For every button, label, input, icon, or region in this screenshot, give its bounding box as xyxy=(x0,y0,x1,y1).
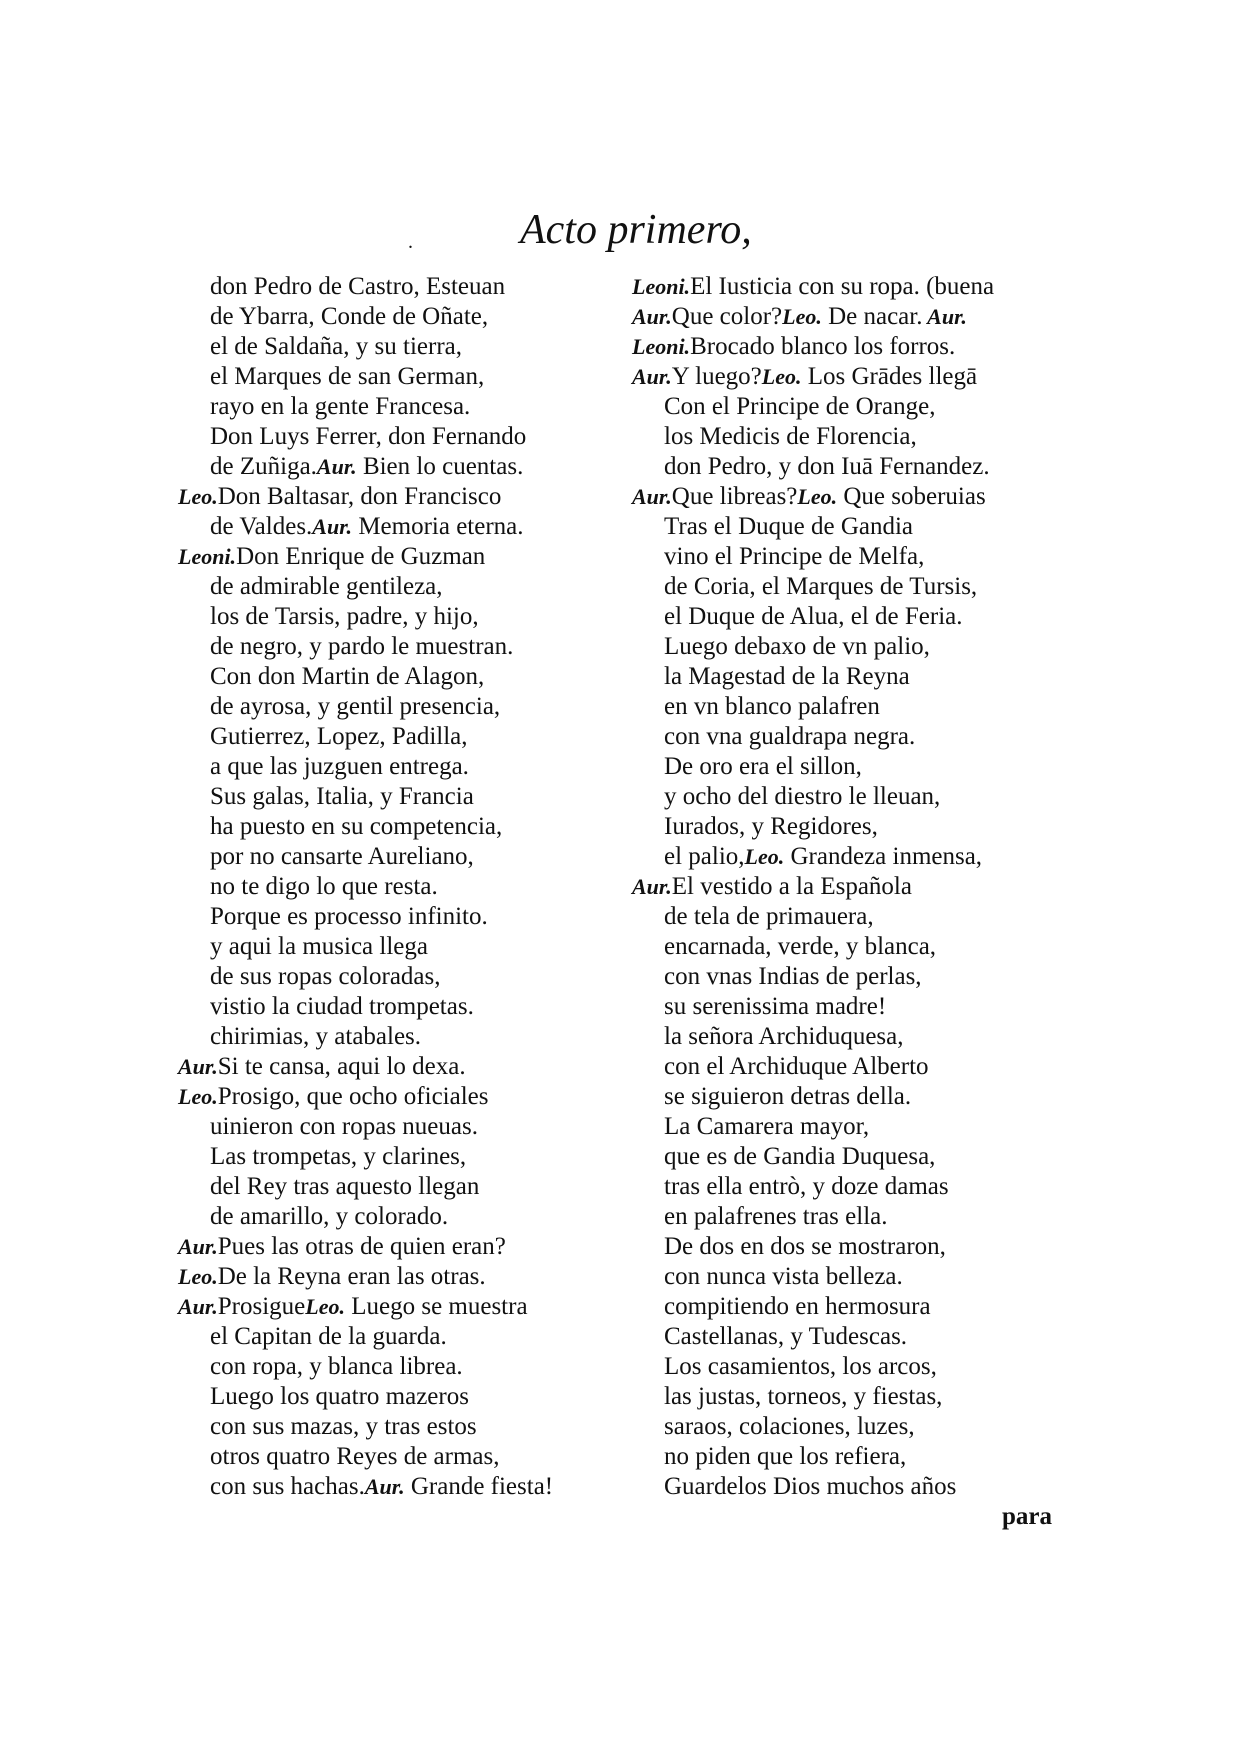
verse-text: de Coria, el Marques de Tursis, xyxy=(664,573,978,600)
verse-line xyxy=(632,392,1087,422)
verse-line xyxy=(632,782,1087,812)
verse-text: en vn blanco palafren xyxy=(664,693,880,720)
verse-text: con el Archiduque Alberto xyxy=(664,1053,929,1080)
verse-line xyxy=(178,392,623,422)
speaker-label: Leo. xyxy=(178,484,218,509)
verse-line xyxy=(632,932,1087,962)
verse-text: Guardelos Dios muchos años xyxy=(664,1473,957,1500)
verse-line xyxy=(178,542,623,572)
verse-text: Los Grādes llegā xyxy=(801,363,978,390)
verse-line xyxy=(178,1412,623,1442)
verse-text: Prosigo, que ocho oficiales xyxy=(217,1083,489,1110)
verse-text: de tela de primauera, xyxy=(664,903,874,930)
verse-line xyxy=(178,1262,623,1292)
verse-text: De oro era el sillon, xyxy=(664,753,862,780)
verse-text: rayo en la gente Francesa. xyxy=(210,393,471,420)
verse-text: su serenissima madre! xyxy=(664,993,887,1020)
verse-text: compitiendo en hermosura xyxy=(664,1293,931,1320)
verse-text: De nacar. xyxy=(821,303,923,330)
verse-text: los Medicis de Florencia, xyxy=(664,423,917,450)
verse-line xyxy=(632,602,1087,632)
verse-text: Don Baltasar, don Francisco xyxy=(217,483,502,510)
verse-text: no piden que los refiera, xyxy=(664,1443,907,1470)
verse-line xyxy=(178,572,623,602)
verse-text: ha puesto en su competencia, xyxy=(210,813,503,840)
verse-text: de negro, y pardo le muestran. xyxy=(210,633,514,660)
verse-text: la Magestad de la Reyna xyxy=(664,663,910,690)
speaker-label: Aur. xyxy=(632,484,672,509)
verse-line xyxy=(632,452,1087,482)
running-title: Acto primero, xyxy=(520,207,752,253)
verse-line xyxy=(632,1112,1087,1142)
verse-line xyxy=(632,632,1087,662)
verse-line xyxy=(632,572,1087,602)
verse-text: Con don Martin de Alagon, xyxy=(210,663,485,690)
verse-line xyxy=(632,902,1087,932)
verse-line xyxy=(632,1382,1087,1412)
verse-line xyxy=(632,872,1087,902)
verse-text: se siguieron detras della. xyxy=(664,1083,912,1110)
verse-text: Las trompetas, y clarines, xyxy=(210,1143,467,1170)
speaker-label: Leo. xyxy=(305,1294,345,1319)
speaker-label: Leoni. xyxy=(632,334,691,359)
verse-text: el Capitan de la guarda. xyxy=(210,1323,447,1350)
verse-line xyxy=(632,1142,1087,1172)
verse-line xyxy=(632,1232,1087,1262)
verse-text: encarnada, verde, y blanca, xyxy=(664,933,937,960)
verse-text: Don Enrique de Guzman xyxy=(236,543,486,570)
verse-text: El vestido a la Española xyxy=(671,873,912,900)
speaker-label: Leoni. xyxy=(178,544,237,569)
verse-text: con sus hachas. xyxy=(210,1473,365,1500)
verse-line xyxy=(178,1472,623,1502)
verse-line xyxy=(178,1172,623,1202)
verse-line xyxy=(632,1442,1087,1472)
verse-line xyxy=(178,512,623,542)
verse-text: con nunca vista belleza. xyxy=(664,1263,903,1290)
verse-line xyxy=(632,1292,1087,1322)
speaker-label: Aur. xyxy=(316,454,357,479)
verse-line xyxy=(178,632,623,662)
verse-line xyxy=(178,752,623,782)
verse-text: con ropa, y blanca librea. xyxy=(210,1353,463,1380)
verse-line xyxy=(632,512,1087,542)
verse-line xyxy=(632,332,1087,362)
verse-line xyxy=(632,1262,1087,1292)
verse-line xyxy=(632,1022,1087,1052)
speaker-label: Aur. xyxy=(178,1294,218,1319)
verse-text: De dos en dos se mostraron, xyxy=(664,1233,946,1260)
verse-text: del Rey tras aquesto llegan xyxy=(210,1173,480,1200)
verse-text: uinieron con ropas nueuas. xyxy=(210,1113,478,1140)
verse-text: la señora Archiduquesa, xyxy=(664,1023,904,1050)
verse-text: Gutierrez, Lopez, Padilla, xyxy=(210,723,468,750)
speaker-label: Aur. xyxy=(632,304,672,329)
verse-text: por no cansarte Aureliano, xyxy=(210,843,474,870)
verse-line xyxy=(632,272,1087,302)
verse-text: de Valdes. xyxy=(210,513,313,540)
catchword: para xyxy=(1002,1503,1052,1530)
verse-text: Los casamientos, los arcos, xyxy=(664,1353,937,1380)
verse-text: don Pedro, y don Iuā Fernandez. xyxy=(664,453,990,480)
verse-text: don Pedro de Castro, Esteuan xyxy=(210,273,506,300)
speaker-label: Aur. xyxy=(632,364,672,389)
verse-text: tras ella entrò, y doze damas xyxy=(664,1173,949,1200)
speaker-label: Leo. xyxy=(761,364,802,389)
verse-text: los de Tarsis, padre, y hijo, xyxy=(210,603,479,630)
verse-line xyxy=(632,1082,1087,1112)
verse-text: de sus ropas coloradas, xyxy=(210,963,441,990)
speaker-label: Leo. xyxy=(178,1084,218,1109)
verse-text: que es de Gandia Duquesa, xyxy=(664,1143,936,1170)
verse-text: Memoria eterna. xyxy=(352,513,524,540)
verse-line xyxy=(178,662,623,692)
verse-line xyxy=(632,992,1087,1022)
verse-text: Pues las otras de quien eran? xyxy=(217,1233,506,1260)
verse-line xyxy=(632,1472,1087,1502)
verse-line xyxy=(632,1412,1087,1442)
verse-line xyxy=(632,1322,1087,1352)
speaker-label: Aur. xyxy=(178,1054,218,1079)
verse-text: Grande fiesta! xyxy=(404,1473,554,1500)
verse-line xyxy=(178,362,623,392)
verse-line xyxy=(178,602,623,632)
verse-text: Que libreas? xyxy=(671,483,798,510)
verse-line xyxy=(178,1442,623,1472)
verse-text: Porque es processo infinito. xyxy=(210,903,488,930)
speaker-label: Aur. xyxy=(364,1474,405,1499)
verse-text: de ayrosa, y gentil presencia, xyxy=(210,693,501,720)
verse-text: Brocado blanco los forros. xyxy=(690,333,956,360)
verse-line xyxy=(178,1352,623,1382)
verse-text: el Marques de san German, xyxy=(210,363,485,390)
verse-text: Con el Principe de Orange, xyxy=(664,393,936,420)
verse-line xyxy=(178,722,623,752)
verse-line xyxy=(632,422,1087,452)
verse-line xyxy=(632,482,1087,512)
speaker-label: Leo. xyxy=(797,484,838,509)
verse-line xyxy=(632,1352,1087,1382)
verse-text: con vnas Indias de perlas, xyxy=(664,963,922,990)
verse-line xyxy=(178,1112,623,1142)
verse-text: chirimias, y atabales. xyxy=(210,1023,422,1050)
verse-text: El Iusticia con su ropa. (buena xyxy=(690,273,995,300)
verse-text: a que las juzguen entrega. xyxy=(210,753,469,780)
verse-text: y aqui la musica llega xyxy=(210,933,428,960)
verse-line xyxy=(632,692,1087,722)
verse-line xyxy=(178,1232,623,1262)
verse-line xyxy=(632,662,1087,692)
speaker-label: Aur. xyxy=(178,1234,218,1259)
verse-line xyxy=(632,362,1087,392)
speaker-label: Leo. xyxy=(782,304,822,329)
verse-line xyxy=(632,1052,1087,1082)
verse-text: Prosigue xyxy=(217,1293,306,1320)
header-ornament: . xyxy=(408,231,413,253)
verse-text: vino el Principe de Melfa, xyxy=(664,543,925,570)
speaker-label: Leo. xyxy=(744,844,785,869)
verse-text: de Ybarra, Conde de Oñate, xyxy=(210,303,489,330)
verse-text: Sus galas, Italia, y Francia xyxy=(210,783,474,810)
verse-line xyxy=(178,1292,623,1322)
right-column xyxy=(632,272,1087,1502)
verse-line xyxy=(178,1022,623,1052)
verse-text: el de Saldaña, y su tierra, xyxy=(210,333,462,360)
verse-line xyxy=(178,482,623,512)
verse-text: Que color? xyxy=(671,303,783,330)
verse-text: Iurados, y Regidores, xyxy=(664,813,878,840)
verse-text: las justas, torneos, y fiestas, xyxy=(664,1383,943,1410)
verse-text: no te digo lo que resta. xyxy=(210,873,438,900)
verse-text: Luego debaxo de vn palio, xyxy=(664,633,930,660)
verse-text: el palio, xyxy=(664,843,745,870)
verse-line xyxy=(178,302,623,332)
verse-text: de Zuñiga. xyxy=(210,453,317,480)
verse-line xyxy=(178,1052,623,1082)
verse-line xyxy=(178,842,623,872)
verse-line xyxy=(178,902,623,932)
verse-line xyxy=(178,272,623,302)
verse-text: saraos, colaciones, luzes, xyxy=(664,1413,915,1440)
verse-text: Luego los quatro mazeros xyxy=(210,1383,469,1410)
verse-text: La Camarera mayor, xyxy=(664,1113,870,1140)
verse-line xyxy=(178,812,623,842)
verse-line xyxy=(178,992,623,1022)
verse-line xyxy=(632,752,1087,782)
speaker-label: Aur. xyxy=(312,514,353,539)
verse-text: de admirable gentileza, xyxy=(210,573,443,600)
verse-line xyxy=(632,1172,1087,1202)
verse-line xyxy=(178,1142,623,1172)
verse-text: Si te cansa, aqui lo dexa. xyxy=(217,1053,466,1080)
verse-line xyxy=(178,1202,623,1232)
verse-line xyxy=(178,1322,623,1352)
verse-line xyxy=(178,782,623,812)
verse-line xyxy=(632,1202,1087,1232)
verse-text: Don Luys Ferrer, don Fernando xyxy=(210,423,527,450)
verse-text: Castellanas, y Tudescas. xyxy=(664,1323,908,1350)
verse-text: Bien lo cuentas. xyxy=(356,453,524,480)
verse-line xyxy=(178,962,623,992)
verse-text: Tras el Duque de Gandia xyxy=(664,513,914,540)
verse-line xyxy=(632,302,1087,332)
verse-line xyxy=(178,452,623,482)
verse-line xyxy=(632,542,1087,572)
verse-text: De la Reyna eran las otras. xyxy=(217,1263,486,1290)
verse-line xyxy=(178,1382,623,1412)
verse-line xyxy=(178,422,623,452)
verse-text: y ocho del diestro le lleuan, xyxy=(664,783,941,810)
verse-line xyxy=(632,722,1087,752)
verse-line xyxy=(178,872,623,902)
verse-line xyxy=(178,932,623,962)
verse-text: Que soberuias xyxy=(837,483,986,510)
left-column xyxy=(178,272,623,1502)
verse-text: de amarillo, y colorado. xyxy=(210,1203,449,1230)
speaker-label: Aur. xyxy=(922,304,967,329)
speaker-label: Aur. xyxy=(632,874,672,899)
speaker-label: Leo. xyxy=(178,1264,218,1289)
verse-line xyxy=(178,1082,623,1112)
verse-text: Y luego? xyxy=(671,363,762,390)
verse-line xyxy=(632,812,1087,842)
verse-text: con sus mazas, y tras estos xyxy=(210,1413,477,1440)
verse-line xyxy=(632,962,1087,992)
verse-text: Grandeza inmensa, xyxy=(784,843,983,870)
verse-line xyxy=(632,842,1087,872)
verse-text: otros quatro Reyes de armas, xyxy=(210,1443,500,1470)
verse-text: el Duque de Alua, el de Feria. xyxy=(664,603,963,630)
verse-line xyxy=(178,332,623,362)
verse-text: Luego se muestra xyxy=(344,1293,528,1320)
speaker-label: Leoni. xyxy=(632,274,691,299)
verse-text: vistio la ciudad trompetas. xyxy=(210,993,474,1020)
verse-text: con vna gualdrapa negra. xyxy=(664,723,916,750)
verse-text: en palafrenes tras ella. xyxy=(664,1203,888,1230)
verse-line xyxy=(178,692,623,722)
